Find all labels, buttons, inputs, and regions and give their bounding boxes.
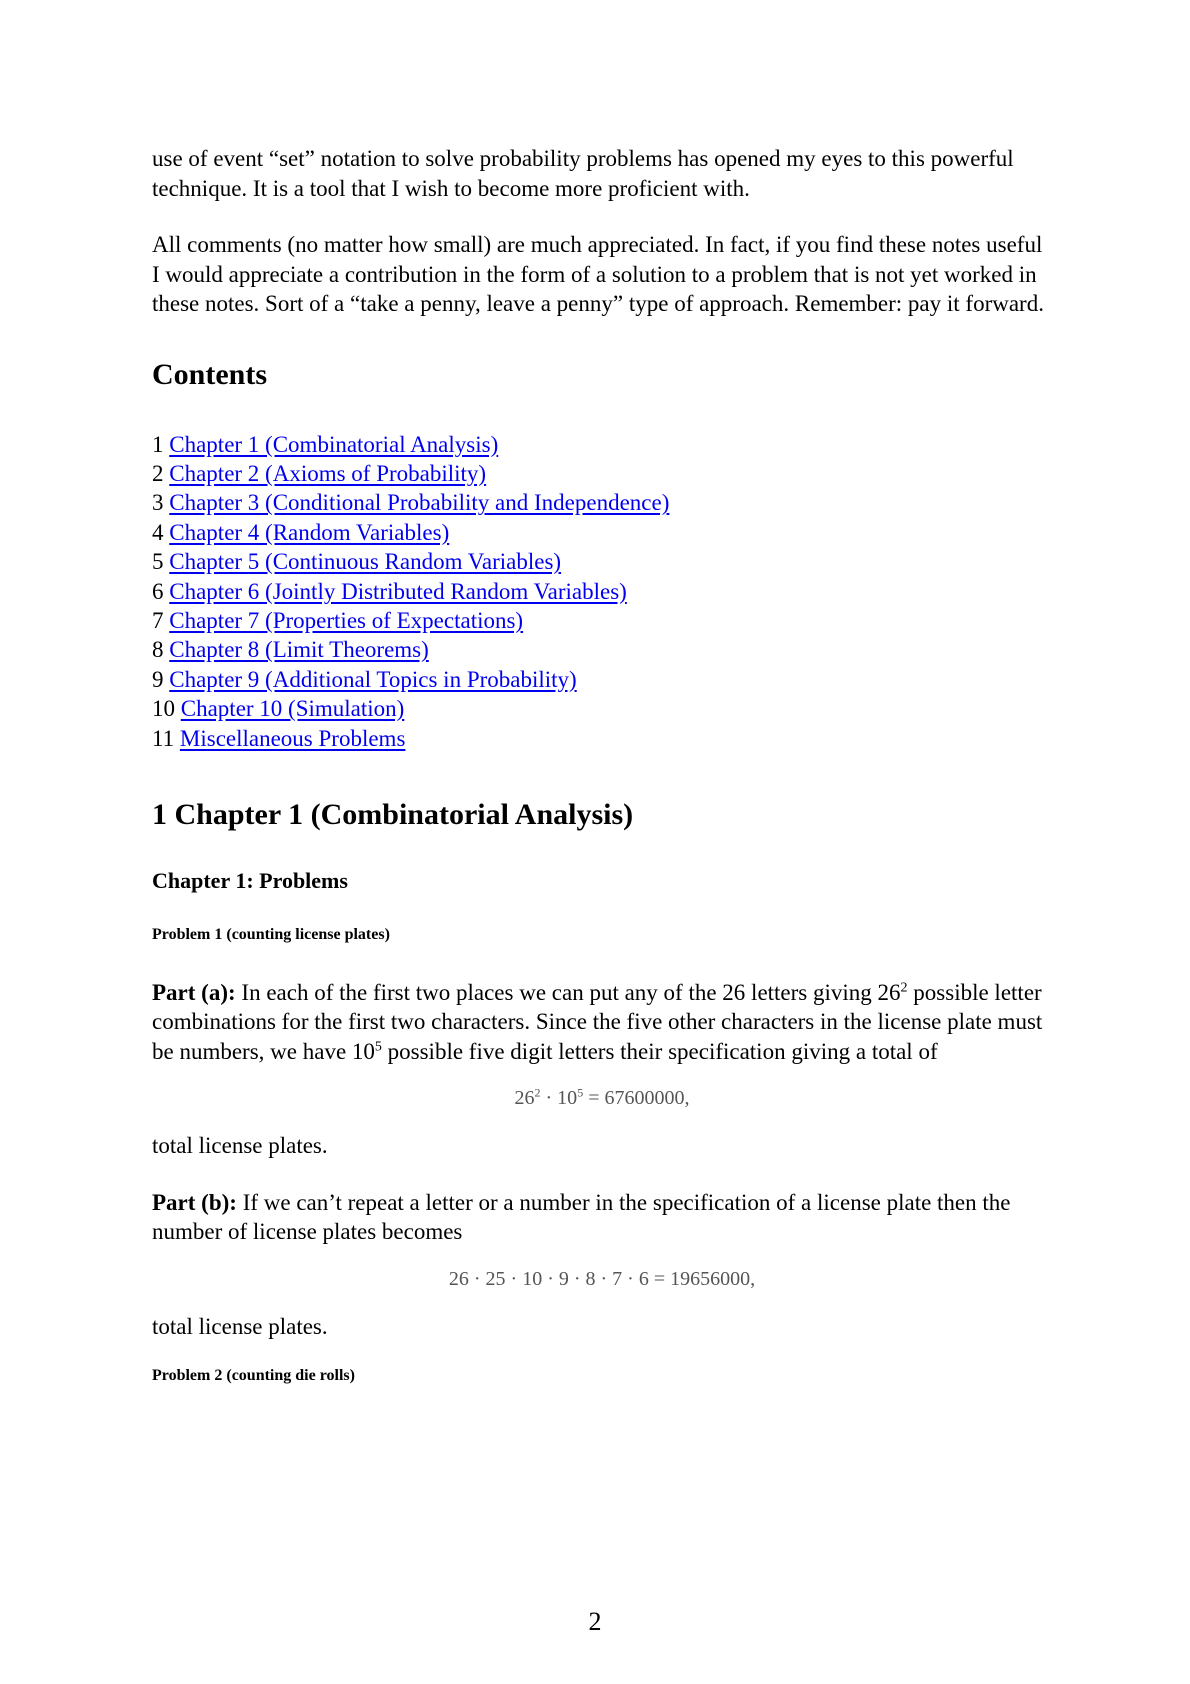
document-page <box>152 144 1052 1386</box>
toc-item: 4 Chapter 4 (Random Variables) <box>152 519 450 545</box>
contents-heading: Contents <box>152 357 268 391</box>
toc-link-chapter-8[interactable]: Chapter 8 (Limit Theorems) <box>169 637 429 663</box>
toc-link-chapter-5[interactable]: Chapter 5 (Continuous Random Variables) <box>169 549 562 575</box>
toc-link-chapter-7[interactable]: Chapter 7 (Properties of Expectations) <box>169 607 524 633</box>
part-b-label: Part (b): <box>152 1189 237 1215</box>
toc-item: 6 Chapter 6 (Jointly Distributed Random Variables) <box>152 578 627 604</box>
equation-part-a: $26^2 \cdot 10^5 = 67600000$, <box>514 1085 690 1110</box>
toc-item: 8 Chapter 8 (Limit Theorems) <box>152 637 429 663</box>
toc-link-chapter-6[interactable]: Chapter 6 (Jointly Distributed Random Variables) <box>169 578 627 604</box>
toc-item: 3 Chapter 3 (Conditional Probability and Independence) <box>152 490 670 516</box>
part-a-label: Part (a): <box>152 979 236 1005</box>
toc-item: 11 Miscellaneous Problems <box>152 725 406 751</box>
equation-part-b: 26 · 25 · 10 · 9 · 8 · 7 · 6 = 19656000, <box>448 1267 756 1290</box>
chapter-1-heading: 1 Chapter 1 (Combinatorial Analysis) <box>152 797 634 831</box>
toc-link-misc-problems[interactable]: Miscellaneous Problems <box>179 725 406 751</box>
intro-paragraph-1: use of event “set” notation to solve probability problems has opened my eyes to this powerful technique. It is a tool that I wish to become more proficient with. <box>152 146 1014 201</box>
toc-item: 10 Chapter 10 (Simulation) <box>152 696 405 722</box>
toc-item: 7 Chapter 7 (Properties of Expectations) <box>152 607 524 633</box>
toc-link-chapter-3[interactable]: Chapter 3 (Conditional Probability and Independence) <box>169 490 670 516</box>
part-a-conclusion: total license plates. <box>152 1133 328 1159</box>
toc-item: 9 Chapter 9 (Additional Topics in Probability) <box>152 666 577 692</box>
toc-link-chapter-2[interactable]: Chapter 2 (Axioms of Probability) <box>169 460 487 486</box>
toc-link-chapter-1[interactable]: Chapter 1 (Combinatorial Analysis) <box>169 431 499 457</box>
part-a-paragraph: Part (a): In each of the first two places we can put any of the 26 letters giving $26^2$ possible letter combinations for the first two characters. Since the five other characters in the license plate must be numbers, we have $10^5$ possible five digit letters their specification giving a total of <box>152 979 1043 1064</box>
toc-link-chapter-10[interactable]: Chapter 10 (Simulation) <box>180 696 405 722</box>
toc-item: 2 Chapter 2 (Axioms of Probability) <box>152 460 487 486</box>
part-b-conclusion: total license plates. <box>152 1313 328 1339</box>
toc-item: 5 Chapter 5 (Continuous Random Variables) <box>152 549 562 575</box>
toc-item: 1 Chapter 1 (Combinatorial Analysis) <box>152 431 499 457</box>
chapter-1-problems-subheading: Chapter 1: Problems <box>152 867 348 893</box>
problem-2-title: Problem 2 (counting die rolls) <box>152 1367 355 1385</box>
toc-link-chapter-4[interactable]: Chapter 4 (Random Variables) <box>169 519 450 545</box>
page-number: 2 <box>588 1607 602 1636</box>
part-b-paragraph: Part (b): If we can’t repeat a letter or a number in the specification of a license plate then the number of license plates becomes <box>152 1189 1011 1245</box>
table-of-contents <box>152 430 1052 753</box>
toc-link-chapter-9[interactable]: Chapter 9 (Additional Topics in Probability) <box>169 666 577 692</box>
intro-paragraph-2: All comments (no matter how small) are much appreciated. In fact, if you find these notes useful I would appreciate a contribution in the form of a solution to a problem that is not yet worked in these notes. Sort of a “take a penny, leave a penny” type of approach. Remember: pay it forward. <box>152 232 1044 316</box>
problem-1-title: Problem 1 (counting license plates) <box>152 925 390 943</box>
